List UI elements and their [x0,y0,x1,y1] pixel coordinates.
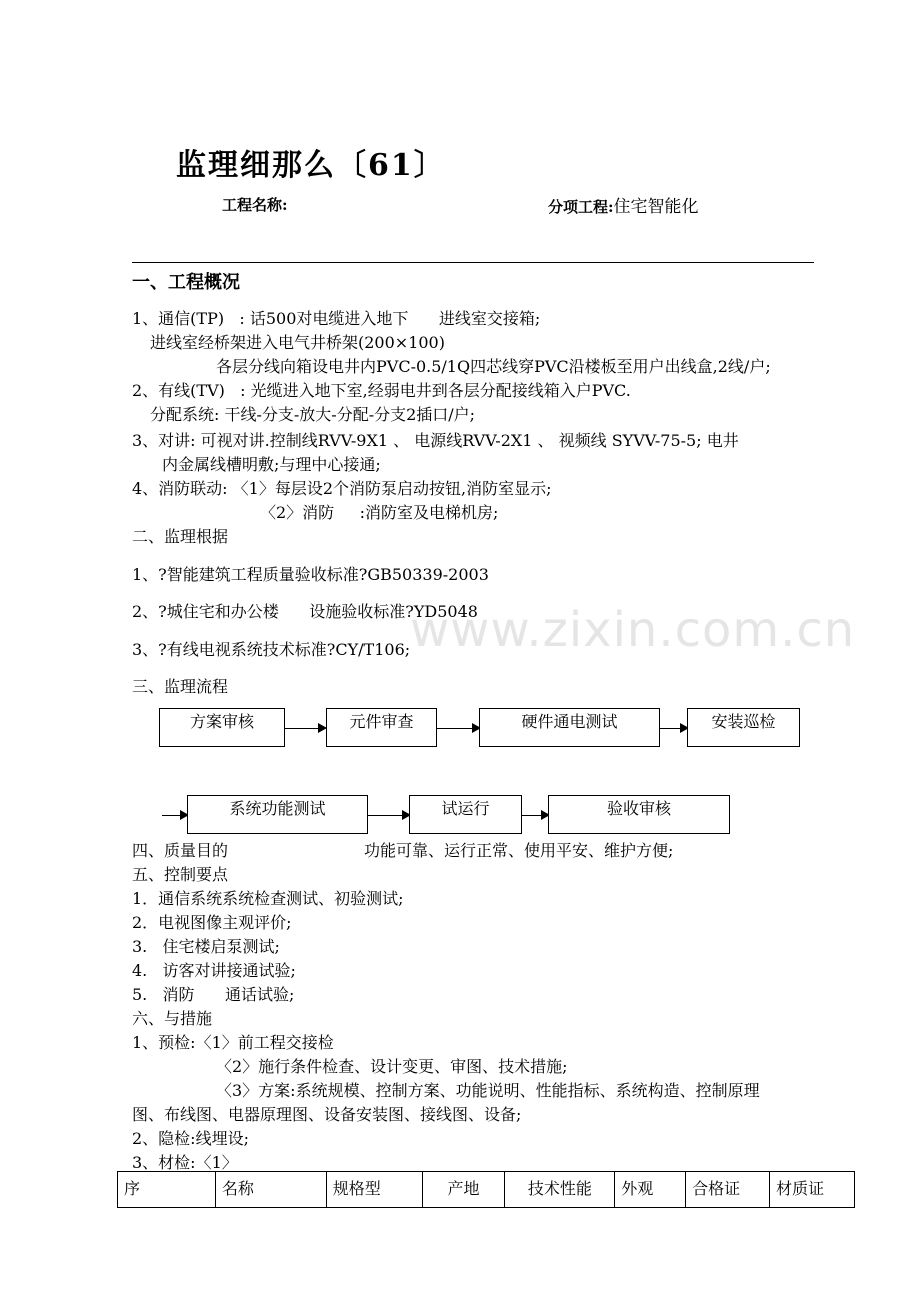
section1-line: 3、对讲: 可视对讲.控制线RVV-9X1 、 电源线RVV-2X1 、 视频线 SYVV-75-5; 电井 [132,431,739,450]
section5-line: 2．电视图像主观评价; [132,913,292,932]
flow-arrow [162,815,187,816]
section2-line: 3、?有线电视系统技术标准?CY/T106; [132,640,411,659]
section6-line: 〈3〉方案:系统规模、控制方案、功能说明、性能指标、系统构造、控制原理 [216,1081,760,1100]
flow-box-power-test: 硬件通电测试 [479,708,660,747]
table-header-cell: 外观 [615,1172,686,1208]
table-header-cell: 名称 [215,1172,326,1208]
section6-heading: 六、与措施 [132,1009,213,1028]
section1-line: 内金属线槽明敷;与理中心接通; [162,455,381,474]
subproject-value: 住宅智能化 [613,197,699,217]
flow-box-install-inspection: 安装巡检 [687,708,800,747]
table-header-cell: 规格型 [326,1172,422,1208]
section1-line: 分配系统: 干线-分支-放大-分配-分支2插口/户; [150,405,476,424]
header-divider [132,262,814,263]
section1-line: 各层分线向箱设电井内PVC-0.5/1Q四芯线穿PVC沿楼板至用户出线盒,2线/户; [216,357,771,376]
flow-box-acceptance-review: 验收审核 [548,795,730,834]
section2-heading: 二、监理根据 [132,527,229,546]
section6-line: 3、材检:〈1〉 [132,1153,238,1172]
flow-box-trial-run: 试运行 [409,795,522,834]
flow-arrow [437,728,479,729]
flow-arrow [368,815,409,816]
section1-heading: 一、工程概况 [132,272,240,293]
flow-box-component-review: 元件审查 [326,708,437,747]
flow-box-function-test: 系统功能测试 [187,795,368,834]
section5-heading: 五、控制要点 [132,865,229,884]
table-header-cell: 序 [118,1172,216,1208]
materials-table [117,1171,855,1208]
section6-line: 图、布线图、电器原理图、设备安装图、接线图、设备; [132,1105,522,1124]
table-header-cell: 合格证 [686,1172,770,1208]
table-header-row [118,1172,855,1208]
section1-line: 4、消防联动: 〈1〉每层设2个消防泵启动按钮,消防室显示; [132,479,552,498]
document-title: 监理细那么〔61〕 [176,148,446,183]
flow-arrow [522,815,548,816]
flow-box-plan-review: 方案审核 [159,708,285,747]
table-header-cell: 技术性能 [505,1172,615,1208]
section6-line: 〈2〉施行条件检查、设计变更、审图、技术措施; [216,1057,568,1076]
project-label: 工程名称: [222,196,288,214]
flow-arrow [285,728,325,729]
section1-line: 进线室经桥架进入电气井桥架(200×100) [150,333,445,352]
section6-line: 1、预检:〈1〉前工程交接检 [132,1033,334,1052]
section4-heading: 四、质量目的 [132,841,229,860]
section4-value: 功能可靠、运行正常、使用平安、维护方便; [364,841,674,860]
section2-line: 1、?智能建筑工程质量验收标准?GB50339-2003 [132,565,489,584]
subproject-label: 分项工程: [548,198,614,216]
section5-line: 4. 访客对讲接通试验; [132,961,296,980]
section5-line: 3. 住宅楼启泵测试; [132,937,280,956]
section1-line: 1、通信(TP) : 话500对电缆进入地下 进线室交接箱; [132,309,541,328]
flow-arrow [660,728,687,729]
subproject-field [548,192,699,217]
section1-line: 2、有线(TV) : 光缆进入地下室,经弱电井到各层分配接线箱入户PVC. [132,381,631,400]
table-header-cell: 材质证 [770,1172,855,1208]
section5-line: 5. 消防 通话试验; [132,985,295,1004]
section1-line: 〈2〉消防 :消防室及电梯机房; [260,503,499,522]
project-name-label [222,194,288,215]
section6-line: 2、隐检:线埋设; [132,1129,249,1148]
section5-line: 1．通信系统系统检查测试、初验测试; [132,889,404,908]
section3-heading: 三、监理流程 [132,677,229,696]
section2-line: 2、?城住宅和办公楼 设施验收标准?YD5048 [132,602,478,621]
table-header-cell: 产地 [422,1172,505,1208]
watermark-text: www.zixin.com.cn [410,602,856,658]
